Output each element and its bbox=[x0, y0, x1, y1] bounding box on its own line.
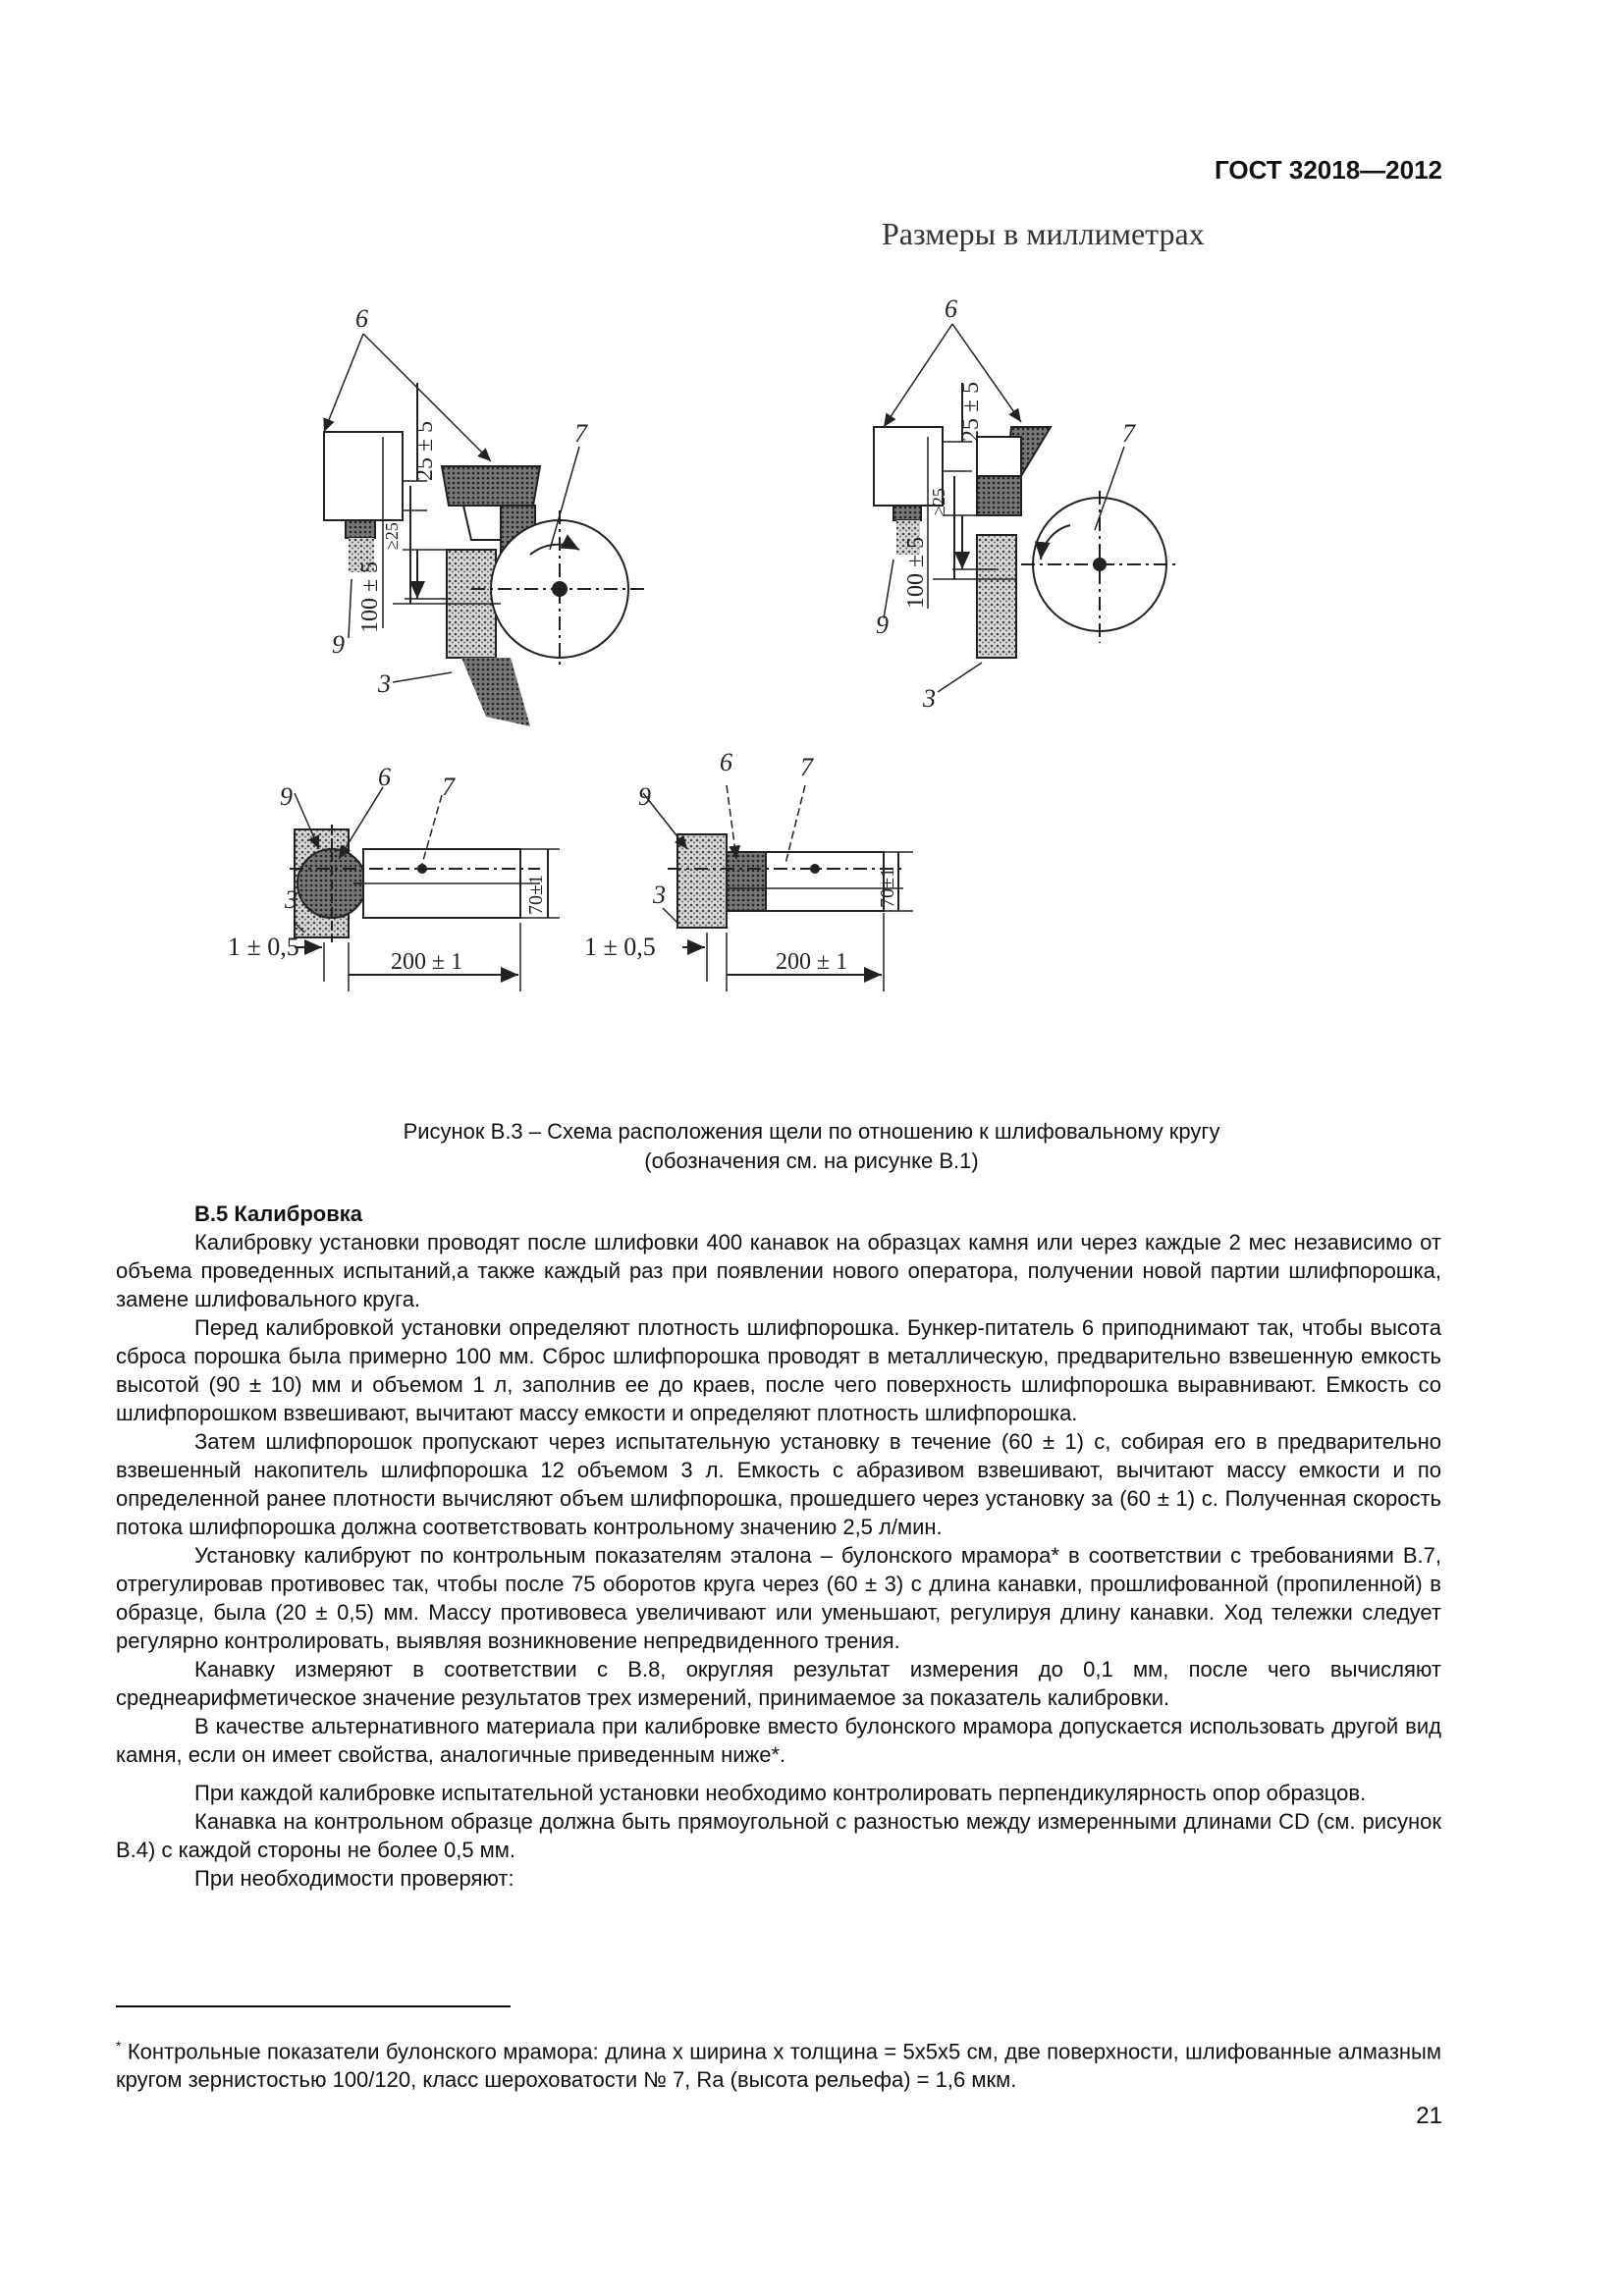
paragraph-7: При каждой калибровке испытательной установки необходимо контролировать перпендикулярность опор образцов. bbox=[194, 1781, 1367, 1805]
dim-25-tr: 25 ± 5 bbox=[958, 381, 984, 442]
paragraph-2: Перед калибровкой установки определяют плотность шлифпорошка. Бункер-питатель 6 приподнимают так, чтобы высота сброса порошка была примерно 100 мм. Сброс шлифпорошка проводят в металлическую, предварительно взвешенную емкость высотой (90 ± 10) мм и объемом 1 л, заполнив ее до краев, после чего поверхность шлифпорошка выравнивают. Емкость со шлифпорошком взвешивают, вычитают массу емкости и определяют плотность шлифпорошка. bbox=[116, 1315, 1441, 1425]
label-6-bl: 6 bbox=[378, 763, 391, 791]
section-b5 bbox=[116, 1200, 1441, 1893]
label-7-tl: 7 bbox=[574, 419, 587, 448]
paragraph-3: Затем шлифпорошок пропускают через испытательную установку в течение (60 ± 1) с, собирая его в предварительно взвешенный накопитель шлифпорошка 12 объемом 3 л. Емкость с абразивом взвешивают, вычитают массу емкости и по определенной ранее плотности вычисляют объем шлифпорошка, прошедшего через установку за (60 ± 1) с. Полученная скорость потока шлифпорошка должна соответствовать контрольному значению 2,5 л/мин. bbox=[116, 1429, 1441, 1539]
paragraph-4: Установку калибруют по контрольным показателям эталона – булонского мрамора* в соответствии с требованиями В.7, отрегулировав противовес так, чтобы после 75 оборотов круга через (60 ± 3) с длина канавки, прошлифованной (пропиленной) в образце, была (20 ± 0,5) мм. Массу противовеса увеличивают или уменьшают, регулируя длину канавки. Ход тележки следует регулярно контролировать, выявляя возникновение непредвиденного трения. bbox=[116, 1543, 1441, 1653]
label-3-br: 3 bbox=[653, 881, 666, 909]
label-9-bl: 9 bbox=[280, 782, 293, 811]
label-6-tr: 6 bbox=[945, 294, 957, 323]
section-heading: В.5 Калибровка bbox=[194, 1201, 363, 1226]
label-6-tl: 6 bbox=[355, 304, 368, 333]
page-number: 21 bbox=[1416, 2103, 1442, 2129]
paragraph-8: Канавка на контрольном образце должна быть прямоугольной с разностью между измеренными длинами CD (см. рисунок В.4) с каждой стороны не более 0,5 мм. bbox=[116, 1809, 1441, 1862]
caption-line-1: Рисунок В.3 – Схема расположения щели по отношению к шлифовальному кругу bbox=[403, 1119, 1220, 1144]
dim-70-br: 70±1 bbox=[877, 868, 898, 908]
dim-ge25-tl: ≥25 bbox=[382, 522, 402, 550]
paragraph-6: В качестве альтернативного материала при калибровке вместо булонского мрамора допускается использовать другой вид камня, если он имеет свойства, аналогичные приведенным ниже*. bbox=[116, 1714, 1441, 1767]
dim-ge25-tr: ≥25 bbox=[929, 488, 948, 515]
dim-1-br: 1 ± 0,5 bbox=[584, 933, 656, 961]
view-top-right bbox=[874, 324, 1178, 692]
caption-line-2: (обозначения см. на рисунке В.1) bbox=[644, 1148, 979, 1173]
label-9-tl: 9 bbox=[332, 630, 345, 659]
dim-200-bl: 200 ± 1 bbox=[391, 949, 463, 975]
footnote-divider bbox=[116, 2005, 511, 2007]
view-top-left bbox=[324, 334, 648, 726]
figure-b3 bbox=[228, 255, 1276, 1099]
paragraph-9: При необходимости проверяют: bbox=[194, 1866, 514, 1891]
label-3-bl: 3 bbox=[285, 885, 298, 914]
label-9-tr: 9 bbox=[876, 611, 889, 639]
dim-1-bl: 1 ± 0,5 bbox=[228, 933, 299, 961]
dimensions-note: Размеры в миллиметрах bbox=[882, 216, 1205, 251]
standard-header: ГОСТ 32018—2012 bbox=[1215, 155, 1442, 185]
paragraph-5: Канавку измеряют в соответствии с В.8, округляя результат измерения до 0,1 мм, после чего вычисляют среднеарифметическое значение результатов трех измерений, принимаемое за показатель калибровки. bbox=[116, 1657, 1441, 1710]
label-3-tr: 3 bbox=[923, 684, 936, 713]
label-7-br: 7 bbox=[800, 753, 813, 781]
figure-caption bbox=[196, 1117, 1427, 1176]
label-7-tr: 7 bbox=[1122, 419, 1135, 448]
label-7-bl: 7 bbox=[442, 773, 455, 801]
dim-25-tl: 25 ± 5 bbox=[412, 420, 438, 481]
dim-100-tr: 100 ± 5 bbox=[903, 536, 929, 609]
footnote-mark: * bbox=[116, 2038, 122, 2054]
dim-200-br: 200 ± 1 bbox=[776, 949, 848, 975]
dim-70-bl: 70±1 bbox=[525, 875, 547, 915]
label-3-tl: 3 bbox=[378, 669, 391, 698]
footnote bbox=[116, 2032, 1441, 2094]
paragraph-1: Калибровку установки проводят после шлифовки 400 канавок на образцах камня или через каждые 2 мес независимо от объема проведенных испытаний,а также каждый раз при появлении нового оператора, получении новой партии шлифпорошка, замене шлифовального круга. bbox=[116, 1230, 1441, 1311]
label-6-br: 6 bbox=[720, 748, 732, 776]
dim-100-tl: 100 ± 5 bbox=[357, 561, 383, 633]
footnote-text: Контрольные показатели булонского мрамора: длина х ширина х толщина = 5х5х5 см, две поверхности, шлифованные алмазным кругом зернистостью 100/120, класс шероховатости № 7, Ra (высота рельефа) = 1,6 мкм. bbox=[116, 2039, 1441, 2093]
label-9-br: 9 bbox=[638, 782, 651, 811]
